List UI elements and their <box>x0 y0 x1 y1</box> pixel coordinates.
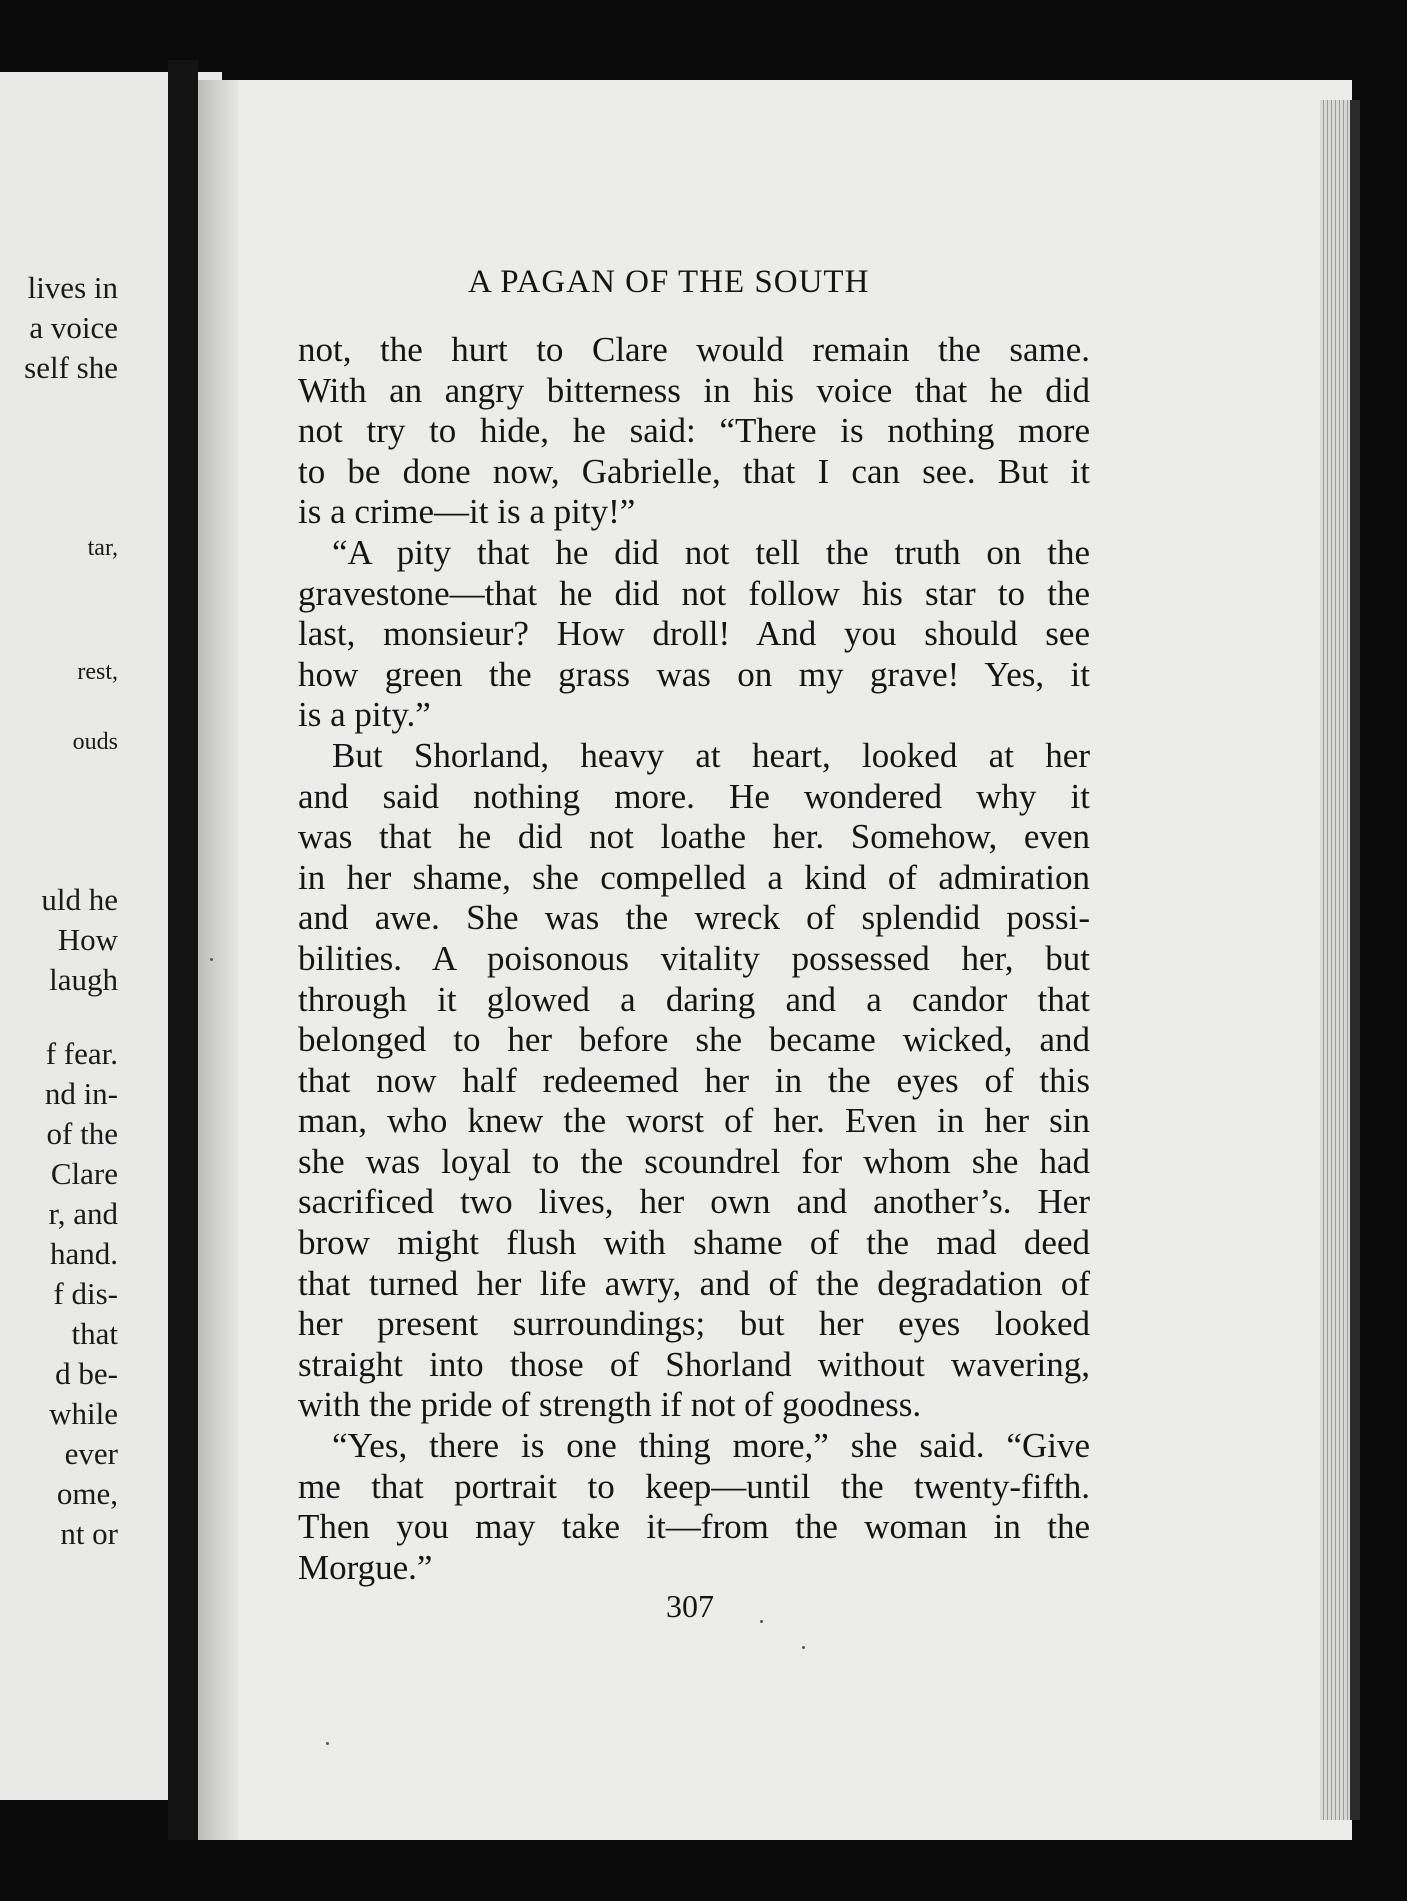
left-fragment: self she <box>24 350 118 385</box>
left-fragment: uld he <box>41 882 118 917</box>
gutter-shadow <box>198 80 238 1840</box>
running-head: A PAGAN OF THE SOUTH <box>468 264 870 300</box>
text-line: she was loyal to the scoundrel for whom she had <box>298 1141 1090 1181</box>
book-gutter <box>168 60 198 1840</box>
page-edges-shadow <box>1350 100 1360 1820</box>
left-fragment: laugh <box>49 962 118 997</box>
text-line: With an angry bitterness in his voice that he did <box>298 370 1090 410</box>
text-line: that turned her life awry, and of the degradation of <box>298 1263 1090 1303</box>
left-fragment: of the <box>46 1116 118 1151</box>
left-fragment: while <box>49 1396 118 1431</box>
left-fragment: How <box>57 922 118 957</box>
text-line: to be done now, Gabrielle, that I can see. But it <box>298 451 1090 491</box>
text-line: brow might flush with shame of the mad deed <box>298 1223 1090 1263</box>
text-line: gravestone—that he did not follow his star to the <box>298 573 1090 613</box>
text-line: is a crime—it is a pity!” <box>298 492 636 532</box>
text-line: bilities. A poisonous vitality possessed her, but <box>298 938 1090 978</box>
text-line: Morgue.” <box>298 1547 433 1587</box>
text-line: “A pity that he did not tell the truth on the <box>332 532 1090 572</box>
text-line: how green the grass was on my grave! Yes, it <box>298 654 1090 694</box>
page-edges <box>1320 100 1350 1820</box>
text-line: But Shorland, heavy at heart, looked at her <box>332 735 1090 775</box>
left-fragment: ever <box>64 1436 118 1471</box>
text-line: me that portrait to keep—until the twenty-fifth. <box>298 1466 1090 1506</box>
left-fragment: hand. <box>49 1236 118 1271</box>
left-fragment: ome, <box>56 1476 118 1511</box>
scan-speck <box>760 1620 763 1623</box>
scan-speck <box>326 1742 329 1745</box>
left-fragment: Clare <box>50 1156 118 1191</box>
left-page-text-fragments <box>0 72 118 1800</box>
text-line: through it glowed a daring and a candor that <box>298 979 1090 1019</box>
text-line: and said nothing more. He wondered why it <box>298 776 1090 816</box>
left-fragment: f fear. <box>45 1036 118 1071</box>
left-fragment: r, and <box>48 1196 118 1231</box>
page-number: 307 <box>666 1588 714 1624</box>
left-fragment: that <box>71 1316 118 1351</box>
text-line: not try to hide, he said: “There is nothing more <box>298 411 1090 451</box>
left-fragment: nd in- <box>44 1076 118 1111</box>
text-line: her present surroundings; but her eyes looked <box>298 1304 1090 1344</box>
text-line: belonged to her before she became wicked, and <box>298 1020 1090 1060</box>
left-fragment: nt or <box>60 1516 118 1551</box>
left-fragment: lives in <box>27 270 118 305</box>
scan-speck <box>210 958 213 961</box>
text-line: Then you may take it—from the woman in the <box>298 1507 1090 1547</box>
scan-speck <box>802 1646 805 1649</box>
text-line: and awe. She was the wreck of splendid possi- <box>298 898 1090 938</box>
left-fragment: tar, <box>87 535 118 561</box>
left-fragment: d be- <box>55 1356 118 1391</box>
text-line: sacrificed two lives, her own and another’s. Her <box>298 1182 1090 1222</box>
left-fragment: rest, <box>77 659 118 685</box>
body-text <box>298 330 1090 1588</box>
left-fragment: a voice <box>29 310 118 345</box>
text-line: that now half redeemed her in the eyes of this <box>298 1060 1090 1100</box>
text-line: with the pride of strength if not of goodness. <box>298 1385 922 1425</box>
left-fragment: ouds <box>72 729 118 755</box>
text-line: “Yes, there is one thing more,” she said. “Give <box>332 1426 1090 1466</box>
text-line: man, who knew the worst of her. Even in her sin <box>298 1101 1090 1141</box>
text-line: straight into those of Shorland without wavering, <box>298 1344 1090 1384</box>
text-line: not, the hurt to Clare would remain the same. <box>298 330 1090 369</box>
left-fragment: f dis- <box>53 1276 118 1311</box>
text-line: was that he did not loathe her. Somehow, even <box>298 817 1090 857</box>
text-line: last, monsieur? How droll! And you should see <box>298 614 1090 654</box>
text-line: is a pity.” <box>298 695 431 735</box>
text-line: in her shame, she compelled a kind of admiration <box>298 857 1090 897</box>
